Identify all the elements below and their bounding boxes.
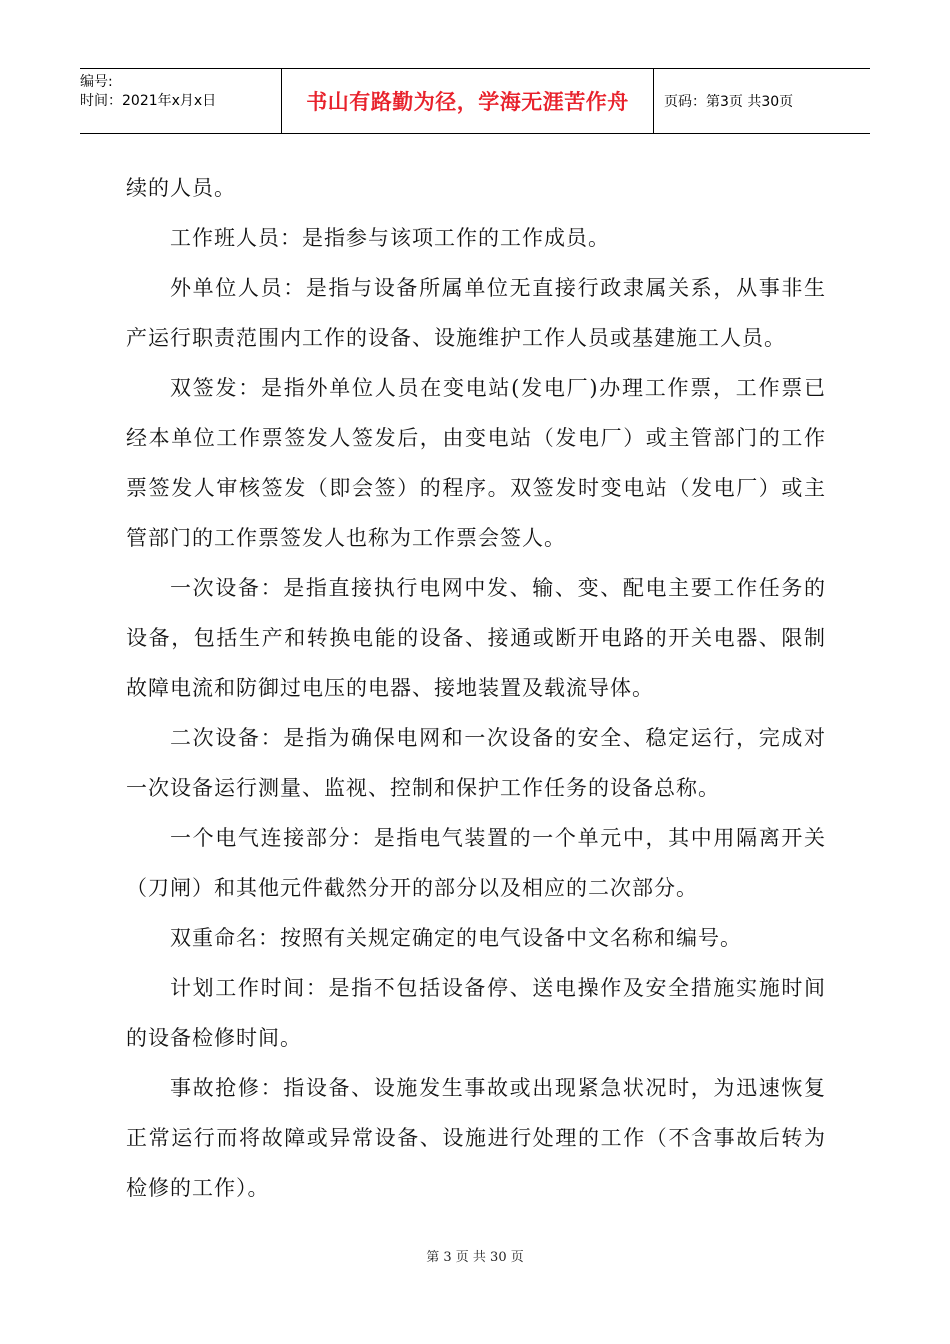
header-meta xyxy=(80,69,282,133)
paragraph-continuation: 续的人员。 xyxy=(126,176,236,200)
paragraph-external-staff: 外单位人员：是指与设备所属单位无直接行政隶属关系，从事非生产运行职责范围内工作的设备、设施维护工作人员或基建施工人员。 xyxy=(126,276,826,350)
paragraph-double-signing: 双签发：是指外单位人员在变电站(发电厂)办理工作票，工作票已经本单位工作票签发人签发后，由变电站（发电厂）或主管部门的工作票签发人审核签发（即会签）的程序。双签发时变电站（发电厂）或主管部门的工作票签发人也称为工作票会签人。 xyxy=(126,376,826,550)
page-footer: 第 3 页 共 30 页 xyxy=(426,1250,524,1265)
page-header xyxy=(80,68,870,134)
header-motto: 书山有路勤为径，学海无涯苦作舟 xyxy=(282,69,654,133)
paragraph-primary-equipment: 一次设备：是指直接执行电网中发、输、变、配电主要工作任务的设备，包括生产和转换电能的设备、接通或断开电路的开关电器、限制故障电流和防御过电压的电器、接地装置及载流导体。 xyxy=(126,576,826,700)
paragraph-emergency-repair: 事故抢修：指设备、设施发生事故或出现紧急状况时，为迅速恢复正常运行而将故障或异常设备、设施进行处理的工作（不含事故后转为检修的工作）。 xyxy=(126,1076,826,1200)
paragraph-dual-naming: 双重命名：按照有关规定确定的电气设备中文名称和编号。 xyxy=(170,926,742,950)
document-body xyxy=(126,163,826,1213)
document-time-label: 时间：2021年x月x日 xyxy=(80,93,217,109)
paragraph-work-team: 工作班人员：是指参与该项工作的工作成员。 xyxy=(170,226,610,250)
paragraph-secondary-equipment: 二次设备：是指为确保电网和一次设备的安全、稳定运行，完成对一次设备运行测量、监视、控制和保护工作任务的设备总称。 xyxy=(126,726,826,800)
header-page-code: 页码：第3页 共30页 xyxy=(664,94,794,110)
paragraph-electrical-connection: 一个电气连接部分：是指电气装置的一个单元中，其中用隔离开关（刀闸）和其他元件截然分开的部分以及相应的二次部分。 xyxy=(126,826,826,900)
document-number-label: 编号: xyxy=(80,74,113,90)
paragraph-planned-work-time: 计划工作时间：是指不包括设备停、送电操作及安全措施实施时间的设备检修时间。 xyxy=(126,976,826,1050)
